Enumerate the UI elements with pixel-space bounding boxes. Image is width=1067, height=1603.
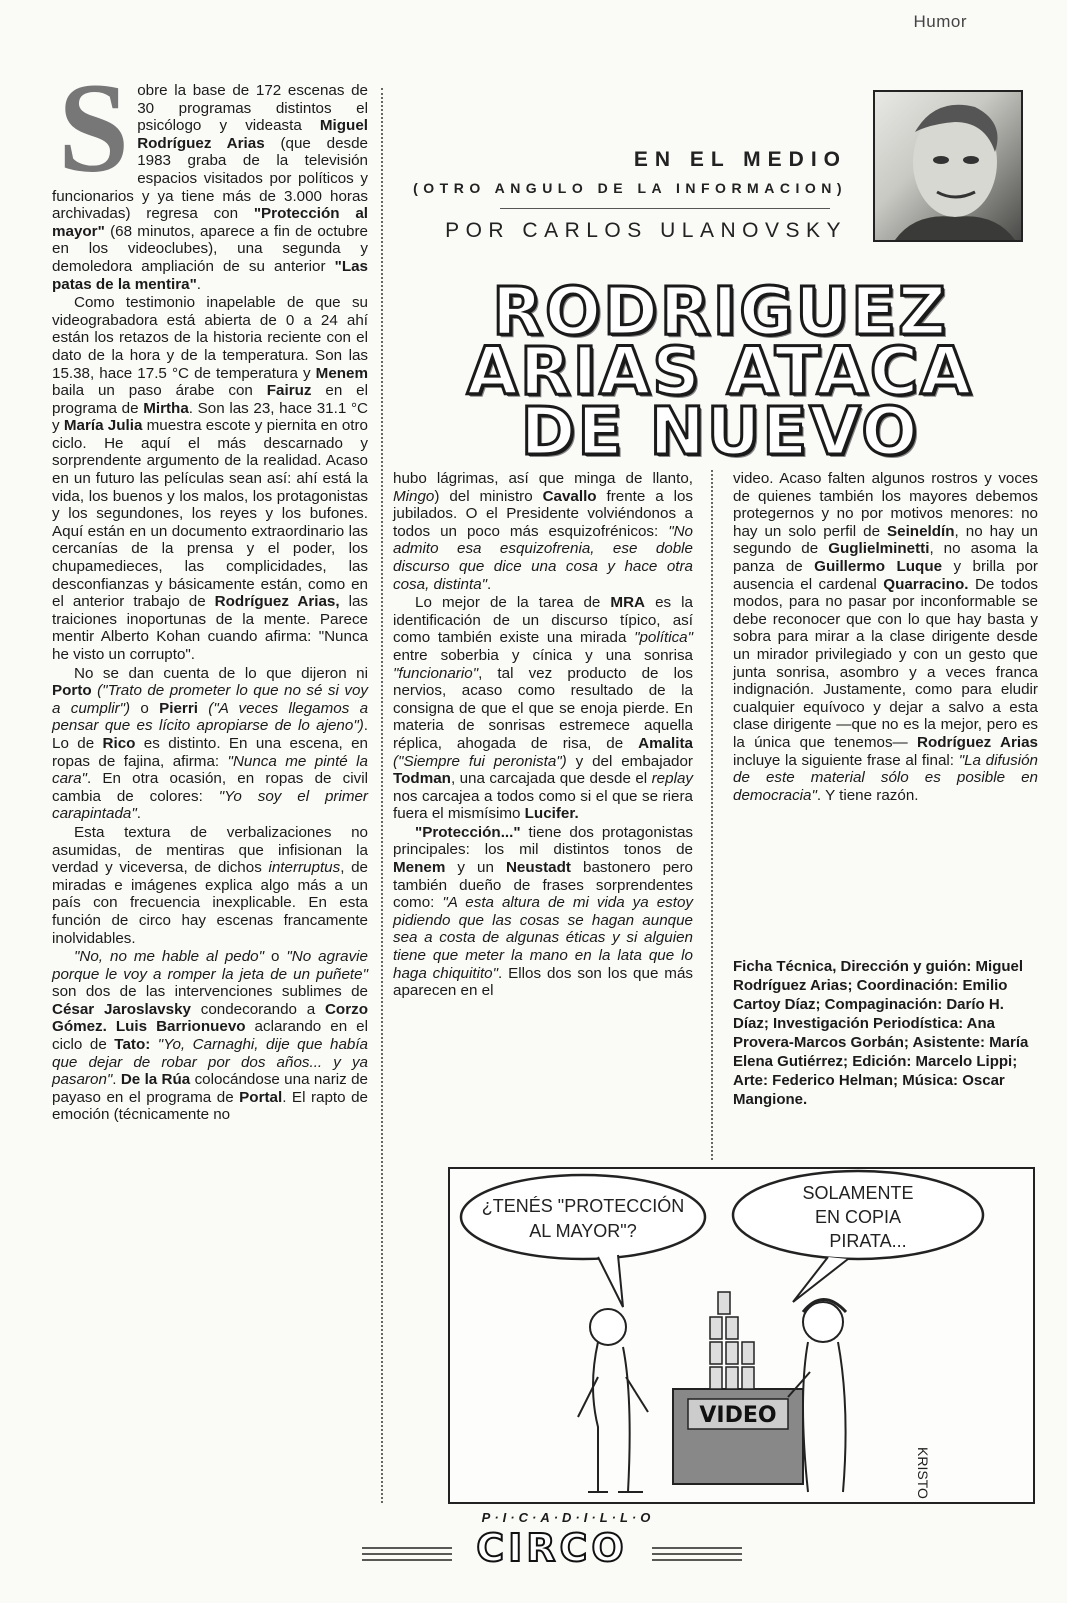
text-run: . [112, 1071, 121, 1089]
text-run: , de miradas e imágenes explica algo más a un país con frecuencia inexplicable. En esta función de circo hay escenas francamente inolvidables. [52, 859, 368, 947]
text-run: Como testimonio inapelable de que su videograbadora está abierta de 0 a 24 ahí están los retazos de la historia reciente con el dato de la hora y de la temperatura. Son las 15.38, hace 17.5 °C de temperatura y [52, 294, 368, 382]
credits-box: Ficha Técnica, Dirección y guión: Miguel Rodríguez Arias; Coordinación: Emilio Cartoy Díaz; Compaginación: Darío H. Díaz; Investigación Periodística: Ana Provera-Marcos Gorbán; Asistente: María Elena Gutiérrez; Edición: Marcelo Lippi; Arte: Federico Helman; Música: Oscar Mangione. [733, 958, 1029, 1108]
bold-text: Miguel Rodríguez Arias [137, 117, 368, 152]
text-run: hubo lágrimas, así que minga de llanto, [393, 470, 693, 487]
column-divider [381, 88, 383, 1503]
bold-text: Todman [393, 770, 451, 788]
text-run: ) del ministro [434, 487, 543, 505]
text-run: incluye la siguiente frase al final: [733, 751, 959, 769]
bold-text: Lucifer. [524, 805, 579, 823]
bold-text: César Jaroslavsky [52, 1000, 191, 1018]
text-run: tiene dos protagonistas principales: los mil distintos tonos de [393, 823, 693, 859]
article-paragraph [52, 948, 368, 1124]
italic-text: "No admito esa esquizofrenia, ese doble discurso que dice una cosa y hace otra cosa, distinta" [393, 522, 693, 593]
bold-text: "Las patas de la mentira" [52, 257, 368, 293]
speech-bubble-text: PIRATA... [829, 1231, 907, 1251]
italic-text: "funcionario" [393, 664, 479, 682]
text-run: muestra escote y piernita en otro ciclo. He aquí el más descarnado y sorprendente argumento de la realidad. Acaso en un futuro las películas sean así: ahí está la vida, los buenos y los malos, los protagonistas y los segundones, los reyes y los bufones. Aquí están en un documento extraordinario las cercanías de la prensa y el poder, los chupamedieces, las complicidades, las desconfianzas y básicamente están, como en el anterior trabajo de [52, 417, 368, 611]
text-run: . [487, 575, 492, 593]
cartoon-illustration [448, 1167, 1035, 1504]
bold-text: Menem [315, 364, 368, 382]
author-photo [873, 90, 1023, 242]
headline-line: ARIAS ATACA [466, 333, 974, 410]
text-run: son dos de las intervenciones sublimes de [52, 983, 368, 1001]
counter-sign: VIDEO [699, 1403, 777, 1428]
text-run: y brilla por ausencia el cardenal [733, 557, 1038, 593]
text-run: bastonero pero también dueño de frases sorprendentes como: [393, 859, 693, 912]
bold-text: Corzo Gómez. Luis Barrionuevo [52, 1000, 368, 1036]
text-run: , una carcajada que desde el [450, 770, 652, 788]
text-run: , no asoma la panza de [733, 540, 1038, 575]
text-run: en el programa de [52, 382, 368, 417]
byline: POR CARLOS ULANOVSKY [445, 219, 847, 242]
column-divider [711, 470, 713, 1160]
bold-text: Quarracino. [883, 575, 969, 593]
text-run: condecorando a [190, 1000, 325, 1018]
text-run: baila un paso árabe con [52, 382, 267, 400]
article-column-2 [393, 470, 693, 1001]
bold-text: "Protección..." [415, 823, 521, 841]
italic-text: ("Siempre fui peronista") [393, 752, 567, 770]
text-run: . Lo de [52, 717, 368, 752]
article-paragraph [393, 824, 693, 1000]
bold-text: Rico [102, 734, 136, 752]
text-run: , no hay un segundo de [733, 522, 1038, 558]
byline-rule [500, 208, 830, 209]
text-run: De todos modos, para no pasar por inconformable se debe reconocer que con lo que hay basta y sobra para mirar a la clase dirigente desde un mirador privilegiado y con un gesto que junta sonrisa, asombro y a veces franca indignación. Justamente, como para eludir cualquier equívoco y dejar a salvo a esta clase dirigente —que no es la mejor, pero es la única que tenemos— [733, 575, 1038, 751]
italic-text: "Nunca me pinté la cara" [52, 752, 368, 788]
text-run: . Y tiene razón. [816, 786, 919, 804]
bold-text: Guglielminetti [828, 540, 930, 558]
article-column-1 [52, 57, 369, 1125]
italic-text: ("A veces llegamos a pensar que es lícito apropiarse de lo ajeno") [52, 699, 369, 735]
bold-text: Amalita [638, 734, 693, 752]
article-paragraph [52, 294, 368, 663]
text-run: Lo mejor de la tarea de [415, 594, 611, 612]
speech-bubble-text: SOLAMENTE [802, 1183, 914, 1203]
bold-text: "Protección al mayor" [52, 205, 368, 240]
italic-text: replay [651, 770, 693, 788]
text-run: (68 minutos, aparece a fin de octubre en los videoclubes), una segunda y demoledora ampliación de su anterior [52, 222, 368, 275]
kicker-subtitle: (OTRO ANGULO DE LA INFORMACION) [413, 180, 847, 196]
speech-bubble-text: EN COPIA [814, 1207, 902, 1227]
italic-text: Mingo [393, 487, 435, 505]
text-run: No se dan cuenta de lo que dijeron ni [74, 664, 368, 682]
bold-text: Seineldín [887, 522, 955, 540]
bold-text: Cavallo [542, 487, 597, 505]
bold-text: Porto [52, 682, 92, 700]
text-run: obre la base de 172 escenas de 30 programas distintos el psicólogo y videasta [137, 82, 368, 135]
section-label: Humor [913, 12, 967, 31]
bold-text: Portal [239, 1088, 283, 1106]
italic-text: ("Trato de prometer lo que no sé si voy a cumplir") [52, 682, 368, 717]
headline [400, 273, 1040, 470]
article-paragraph [733, 470, 1038, 804]
headline-line: DE NUEVO [520, 393, 920, 470]
text-run: . El rapto de emoción (técnicamente no [52, 1088, 368, 1124]
text-run: (que desde 1983 graba de la televisión espacios visitados por políticos y funcionarios y ya tiene más de 3.000 horas archivadas) regresa con [52, 134, 368, 223]
text-run: y del embajador [566, 752, 693, 770]
speech-bubble-text: AL MAYOR"? [529, 1221, 637, 1241]
italic-text: "política" [634, 629, 693, 647]
text-run: . En otra ocasión, en ropas de civil cambia de colores: [52, 770, 368, 805]
bold-text: MRA [610, 594, 646, 612]
article-paragraph [52, 824, 368, 947]
text-run: colocándose una nariz de payaso en el programa de [52, 1071, 368, 1106]
headline-line: RODRIGUEZ [492, 273, 948, 350]
article-paragraph [393, 594, 693, 823]
bold-text: Fairuz [266, 382, 312, 400]
text-run: . Son las 23, hace 31.1 °C y [52, 399, 368, 435]
bold-text: Rodríguez Arias [917, 733, 1038, 751]
footer-tagline: P·I·C·A·D·I·L·L·O [481, 1510, 655, 1525]
italic-text: "A esta altura de mi vida ya estoy pidiendo que las cosas se hagan aunque sea a costa de algunas éticas y si alguien tiene que meter la mano en la lata que lo haga chiquitito" [393, 894, 694, 982]
text-run: nos carcajea a todos como si el que se riera fuera el mismísimo [393, 787, 693, 823]
article-paragraph [52, 665, 368, 823]
bold-text: Rodríguez Arias, [214, 593, 340, 611]
bold-text: Mirtha [143, 399, 189, 417]
italic-text: "La difusión de este material sólo es posible en democracia" [733, 751, 1039, 804]
drop-cap: S [58, 57, 130, 199]
text-run: . Ellos dos son los que más aparecen en el [393, 964, 693, 1000]
speech-bubble-text: ¿TENÉS "PROTECCIÓN [481, 1196, 685, 1216]
text-run: es la identificación de un discurso típico, así como también existe una mirada [393, 594, 693, 647]
text-run: . [196, 275, 202, 293]
text-run: las traiciones inoportunas de la mente. Parece mentir Alberto Kohan cuando afirma: "Nunca he visto un corrupto". [52, 593, 368, 663]
text-run: aclarando en el ciclo de [52, 1018, 368, 1054]
footer-logo: CIRCO [476, 1526, 628, 1570]
text-run: y un [445, 859, 506, 877]
bold-text: De la Rúa [120, 1071, 191, 1089]
kicker-title: EN EL MEDIO [633, 148, 847, 171]
text-run: o [130, 699, 160, 717]
cartoonist-signature: KRISTO [915, 1447, 931, 1499]
text-run: video. Acaso falten algunos rostros y voces de quienes también los mayores debemos protegernos y no por motivos menores: no hay un solo perfil de [733, 470, 1038, 540]
bold-text: Pierri [159, 699, 198, 717]
bold-text: María Julia [63, 417, 143, 435]
italic-text: interruptus [268, 859, 341, 877]
bold-text: Menem [393, 859, 446, 877]
text-run: , tal vez producto de los nervios, acaso como resultado de la consigna de que el que se enoja pierde. En materia de sonrisas estremece aquella réplica, ahogada de risa, de [393, 664, 693, 752]
text-run: es distinto. En una escena, en ropas de fajina, afirma: [52, 734, 368, 770]
article-paragraph [393, 470, 693, 593]
text-run: frente a los jubilados. O el Presidente volviéndonos a todos un poco más esquizofrénicos: [393, 487, 693, 540]
italic-text: "No agravie porque le voy a romper la jeta de un puñete" [52, 948, 368, 983]
text-run: o [264, 948, 287, 966]
bold-text: Guillermo Luque [814, 557, 943, 575]
italic-text: "Yo soy el primer carapintada" [52, 787, 368, 823]
article-column-3 [733, 470, 1038, 805]
bold-text: Tato: [114, 1036, 151, 1054]
text-run: Esta textura de verbalizaciones no asumidas, de mentiras que infisionan la verdad y viceversa, de dichos [52, 823, 368, 877]
text-run: . [136, 805, 141, 823]
bold-text: Neustadt [505, 859, 571, 877]
text-run: entre soberbia y cínica y una sonrisa [393, 646, 693, 664]
italic-text: "No, no me hable al pedo" [74, 948, 265, 966]
italic-text: "Yo, Carnaghi, dije que había que dejar de robar por dos años... y ya pasaron" [52, 1036, 368, 1089]
